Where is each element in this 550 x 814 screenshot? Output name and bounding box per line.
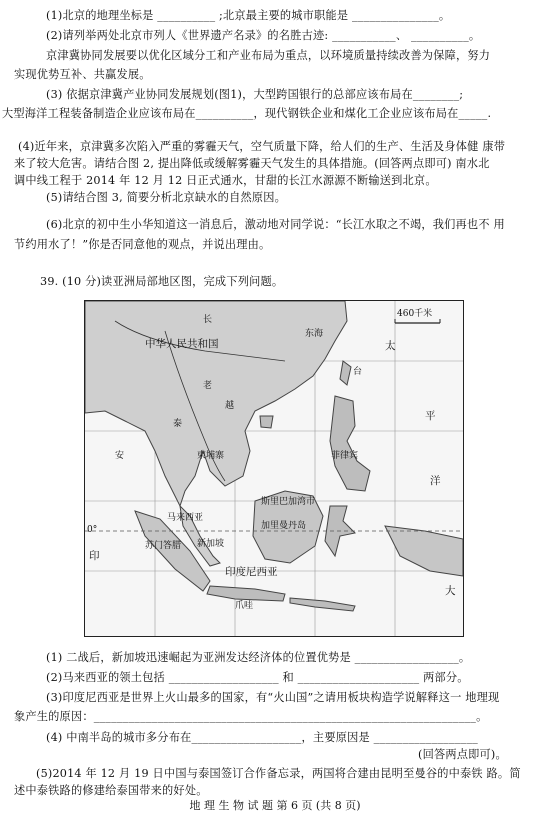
question-4-line-2: 来了较大危害。请结合图 2, 提出降低或缓解雾霾天气发生的具体措施。(回答两点即可) 南水北 xyxy=(14,157,490,170)
sub-question-4-line-2: (回答两点即可)。 xyxy=(418,748,507,761)
label-vietnam: 越 xyxy=(225,401,235,411)
label-cambodia: 柬埔寨 xyxy=(197,451,225,461)
paragraph-coordination-1: 京津冀协同发展要以优化区域分工和产业布局为重点，以环境质量持续改善为保障，努力 xyxy=(46,49,491,62)
question-39-heading: 39. (10 分)读亚洲局部地区图，完成下列问题。 xyxy=(40,275,284,288)
question-4-line-1: (4)近年来，京津冀多次陷入严重的雾霾天气，空气质量下降，给人们的生产、生活及身体健 康带 xyxy=(18,140,506,153)
label-malaysia: 马来西亚 xyxy=(167,513,204,523)
label-indonesia: 印度尼西亚 xyxy=(225,566,278,578)
paragraph-coordination-2: 实现优势互补、共赢发展。 xyxy=(14,68,151,81)
question-6-line-1: (6)北京的初中生小华知道这一消息后，激动地对同学说：“长江水取之不竭，我们再也不 用 xyxy=(46,218,505,231)
label-taiwan: 台 xyxy=(353,367,363,377)
label-australia: 大 xyxy=(445,585,456,597)
label-indian-ocean: 印 xyxy=(89,550,100,562)
label-pacific-tai: 太 xyxy=(385,340,396,352)
label-brunei: 斯里巴加湾市 xyxy=(261,497,316,507)
question-3-line-2: 大型海洋工程装备制造企业应该布局在__________，现代钢铁企业和煤化工企业应该布局在_____. xyxy=(2,107,492,120)
label-scale: 460千米 xyxy=(397,309,433,319)
label-andaman: 安 xyxy=(115,451,125,461)
map-graphic xyxy=(85,301,463,636)
label-philippines: 菲律宾 xyxy=(331,451,359,461)
sub-question-2: (2)马来西亚的领土包括 ___________________ 和 _____________________ 两部分。 xyxy=(46,671,469,684)
label-pacific-ping: 平 xyxy=(425,410,436,422)
label-kalimantan: 加里曼丹岛 xyxy=(261,521,307,531)
sub-question-3-line-1: (3)印度尼西亚是世界上火山最多的国家，有“火山国”之请用板块构造学说解释这一 地理现 xyxy=(46,691,500,704)
sub-question-4-line-1: (4) 中南半岛的城市多分布在___________________，主要原因是 __________________ xyxy=(46,731,478,744)
sub-question-5-line-1: (5)2014 年 12 月 19 日中国与泰国签订合作备忘录，两国将合建由昆明至曼谷的中泰铁 路。简 xyxy=(36,767,521,780)
label-china: 中华人民共和国 xyxy=(145,338,219,350)
label-java: 爪哇 xyxy=(235,601,254,611)
page-footer: 地 理 生 物 试 题 第 6 页 (共 8 页) xyxy=(189,799,361,812)
question-3-line-1: (3) 依据京津冀产业协同发展规划(图1)，大型跨国银行的总部应该布局在________; xyxy=(46,88,464,101)
question-2: (2)请列举两处北京市列人《世界遗产名录》的名胜古迹: ___________、 __________。 xyxy=(46,29,481,42)
question-6-line-2: 节约用水了！”你是否同意他的观点，并说出理由。 xyxy=(14,238,271,251)
label-thailand: 泰 xyxy=(173,419,183,429)
label-equator: 0° xyxy=(87,525,98,535)
label-east-sea: 东海 xyxy=(305,329,324,339)
asia-regional-map xyxy=(84,300,464,637)
question-4-line-3: 调中线工程于 2014 年 12 月 12 日正式通水，甘甜的长江水源源不断输送到北京。 xyxy=(14,174,437,187)
label-sumatra: 苏门答腊 xyxy=(145,541,182,551)
label-pacific-yang: 洋 xyxy=(430,475,441,487)
label-changjiang: 长 xyxy=(203,315,213,325)
question-1: (1)北京的地理坐标是 __________ ;北京最主要的城市职能是 _______________。 xyxy=(46,9,451,22)
question-5: (5)请结合图 3, 简要分析北京缺水的自然原因。 xyxy=(46,191,287,204)
label-singapore: 新加坡 xyxy=(197,539,225,549)
sub-question-3-line-2: 象产生的原因：__________________________________________________________________。 xyxy=(14,710,488,723)
sub-question-5-line-2: 述中泰铁路的修建给泰国带来的好处。 xyxy=(14,784,208,797)
sub-question-1: (1) 二战后，新加坡迅速崛起为亚洲发达经济体的位置优势是 __________________。 xyxy=(46,651,471,664)
label-laos: 老 xyxy=(203,381,213,391)
